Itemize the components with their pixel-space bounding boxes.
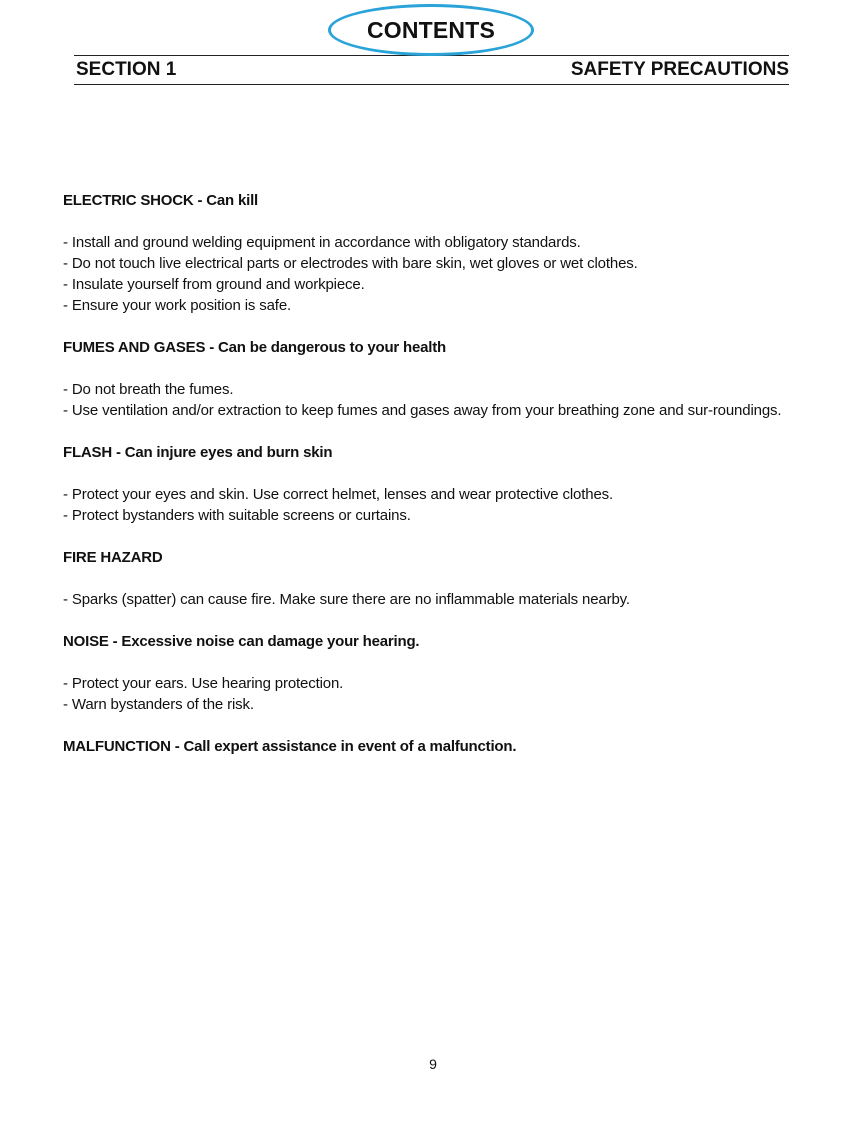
section-heading: FIRE HAZARD bbox=[63, 549, 163, 566]
section-title: SAFETY PRECAUTIONS bbox=[570, 59, 789, 80]
section-heading: FUMES AND GASES - Can be dangerous to your health bbox=[63, 339, 447, 356]
section-heading: FLASH - Can injure eyes and burn skin bbox=[63, 444, 333, 461]
list-item: - Do not touch live electrical parts or electrodes with bare skin, wet gloves or wet clothes. bbox=[63, 255, 638, 272]
list-item: - Ensure your work position is safe. bbox=[63, 297, 292, 314]
section-flash bbox=[63, 442, 798, 526]
contents-button[interactable]: CONTENTS bbox=[328, 4, 534, 56]
section-heading: NOISE - Excessive noise can damage your hearing. bbox=[63, 633, 420, 650]
section-noise bbox=[63, 631, 798, 715]
section-fumes-and-gases bbox=[63, 337, 798, 421]
list-item: - Protect your ears. Use hearing protection. bbox=[63, 675, 344, 692]
page-number: 9 bbox=[429, 1056, 437, 1072]
list-item: - Protect bystanders with suitable screens or curtains. bbox=[63, 507, 411, 524]
section-heading: ELECTRIC SHOCK - Can kill bbox=[63, 192, 259, 209]
list-item: - Warn bystanders of the risk. bbox=[63, 696, 254, 713]
section-malfunction bbox=[63, 736, 798, 757]
section-number: SECTION 1 bbox=[76, 59, 177, 80]
list-item: - Sparks (spatter) can cause fire. Make sure there are no inflammable materials nearby. bbox=[63, 591, 630, 608]
list-item: - Do not breath the fumes. bbox=[63, 381, 234, 398]
safety-precautions-body bbox=[63, 190, 798, 778]
header-bottom-rule bbox=[74, 84, 789, 85]
section-heading: MALFUNCTION - Call expert assistance in event of a malfunction. bbox=[63, 738, 517, 755]
list-item: - Insulate yourself from ground and workpiece. bbox=[63, 276, 365, 293]
section-electric-shock bbox=[63, 190, 798, 316]
list-item: - Use ventilation and/or extraction to keep fumes and gases away from your breathing zone and sur-roundings. bbox=[63, 402, 782, 419]
section-fire-hazard bbox=[63, 547, 798, 610]
list-item: - Install and ground welding equipment in accordance with obligatory standards. bbox=[63, 234, 581, 251]
list-item: - Protect your eyes and skin. Use correct helmet, lenses and wear protective clothes. bbox=[63, 486, 614, 503]
